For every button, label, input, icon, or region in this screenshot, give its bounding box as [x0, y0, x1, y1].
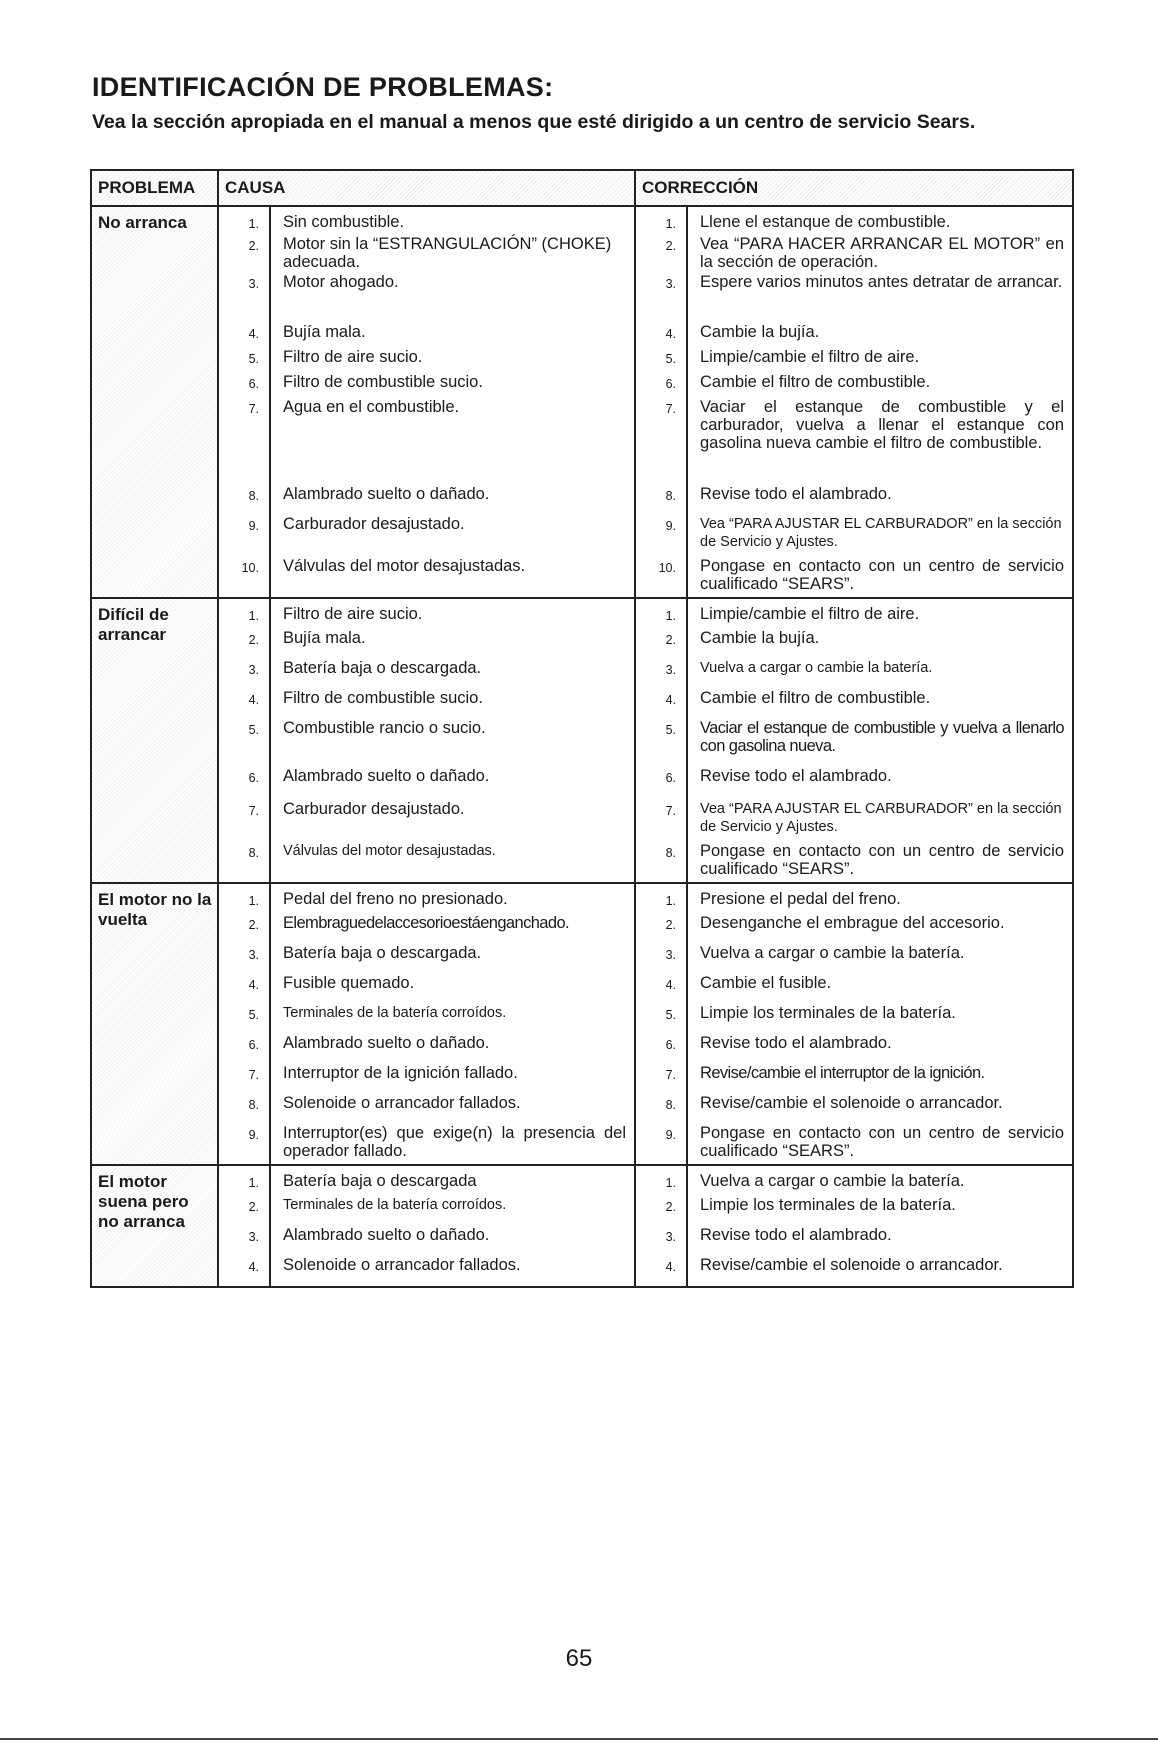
- item-text: Combustible rancio o sucio.: [283, 719, 486, 737]
- item-text: Agua en el combustible.: [283, 398, 460, 416]
- correction-list: [635, 1165, 1073, 1287]
- header-problem: PROBLEMA: [91, 170, 218, 206]
- list-item: [636, 944, 1072, 974]
- item-number: 9.: [248, 1128, 259, 1142]
- item-text: Cambie la bujía.: [700, 629, 820, 647]
- item-number: 6.: [248, 377, 259, 391]
- list-item: [219, 207, 634, 235]
- item-number: 4.: [248, 693, 259, 707]
- list-item: [636, 767, 1072, 800]
- list-item: [636, 1166, 1072, 1196]
- item-text: Filtro de combustible sucio.: [283, 373, 483, 391]
- list-item: [219, 557, 634, 597]
- list-item: [219, 515, 634, 557]
- item-text: Vea “PARA AJUSTAR EL CARBURADOR” en la sección de Servicio y Ajustes.: [700, 516, 1062, 550]
- item-number: 4.: [665, 1260, 676, 1274]
- list-item: [219, 323, 634, 348]
- item-number: 3.: [665, 948, 676, 962]
- list-item: [636, 373, 1072, 398]
- item-text: Válvulas del motor desajustadas.: [283, 843, 496, 859]
- item-number: 2.: [248, 1200, 259, 1214]
- list-item: [636, 884, 1072, 914]
- item-text: Presione el pedal del freno.: [700, 890, 901, 908]
- problem-label: Difícil de arrancar: [91, 598, 218, 883]
- item-number: 3.: [248, 663, 259, 677]
- list-item: [219, 767, 634, 800]
- item-text: Pongase en contacto con un centro de servicio cualificado “SEARS”.: [700, 1124, 1064, 1160]
- item-text: Motor ahogado.: [283, 273, 399, 291]
- item-text: Terminales de la batería corroídos.: [283, 1005, 507, 1021]
- list-item: [219, 689, 634, 719]
- item-text: Vaciar el estanque de combustible y vuelva a llenarlo con gasolina nueva.: [700, 719, 1064, 755]
- list-item: [636, 348, 1072, 373]
- item-number: 4.: [665, 693, 676, 707]
- item-number: 9.: [665, 1128, 676, 1142]
- item-text: Vuelva a cargar o cambie la batería.: [700, 660, 933, 676]
- item-number: 3.: [248, 277, 259, 291]
- item-text: Solenoide o arrancador fallados.: [283, 1256, 521, 1274]
- list-item: [636, 207, 1072, 235]
- item-number: 4.: [665, 978, 676, 992]
- item-number: 2.: [248, 239, 259, 253]
- problem-label: No arranca: [91, 206, 218, 598]
- table-row: [91, 1165, 1073, 1287]
- item-number: 2.: [665, 1200, 676, 1214]
- bottom-rule: [0, 1738, 1158, 1740]
- item-text: Pedal del freno no presionado.: [283, 890, 508, 908]
- item-text: Desenganche el embrague del accesorio.: [700, 914, 1005, 932]
- item-number: 8.: [665, 846, 676, 860]
- list-item: [219, 599, 634, 629]
- item-text: Batería baja o descargada.: [283, 659, 482, 677]
- list-item: [219, 1196, 634, 1226]
- list-item: [219, 235, 634, 273]
- item-text: Vuelva a cargar o cambie la batería.: [700, 1172, 965, 1190]
- item-number: 5.: [665, 723, 676, 737]
- item-number: 8.: [248, 1098, 259, 1112]
- correction-list: [635, 206, 1073, 598]
- table-row: [91, 206, 1073, 598]
- item-text: Limpie/cambie el filtro de aire.: [700, 348, 920, 366]
- list-item: [219, 1166, 634, 1196]
- item-number: 1.: [665, 1176, 676, 1190]
- item-number: 1.: [248, 609, 259, 623]
- list-item: [636, 1034, 1072, 1064]
- item-text: Motor sin la “ESTRANGULACIÓN” (CHOKE) adecuada.: [283, 235, 612, 271]
- item-number: 2.: [665, 239, 676, 253]
- item-text: Carburador desajustado.: [283, 515, 465, 533]
- item-text: Limpie/cambie el filtro de aire.: [700, 605, 920, 623]
- list-item: [636, 800, 1072, 842]
- item-text: Elembraguedelaccesorioestáenganchado.: [283, 914, 570, 932]
- item-text: Alambrado suelto o dañado.: [283, 485, 490, 503]
- item-number: 5.: [665, 352, 676, 366]
- item-text: Vea “PARA AJUSTAR EL CARBURADOR” en la sección de Servicio y Ajustes.: [700, 801, 1062, 835]
- list-item: [219, 398, 634, 485]
- item-number: 6.: [248, 1038, 259, 1052]
- item-text: Bujía mala.: [283, 323, 366, 341]
- list-item: [636, 629, 1072, 659]
- item-number: 1.: [665, 609, 676, 623]
- list-item: [636, 485, 1072, 515]
- list-item: [636, 689, 1072, 719]
- item-number: 2.: [665, 633, 676, 647]
- item-text: Cambie el filtro de combustible.: [700, 689, 931, 707]
- list-item: [219, 1034, 634, 1064]
- item-number: 1.: [665, 894, 676, 908]
- item-number: 4.: [248, 978, 259, 992]
- list-item: [219, 974, 634, 1004]
- item-text: Válvulas del motor desajustadas.: [283, 557, 526, 575]
- item-text: Alambrado suelto o dañado.: [283, 767, 490, 785]
- list-item: [636, 1226, 1072, 1256]
- list-item: [219, 1094, 634, 1124]
- list-item: [636, 1094, 1072, 1124]
- list-item: [219, 1004, 634, 1034]
- list-item: [219, 1124, 634, 1164]
- list-item: [636, 323, 1072, 348]
- troubleshooting-table: [90, 169, 1074, 1288]
- item-number: 6.: [665, 1038, 676, 1052]
- list-item: [219, 373, 634, 398]
- item-number: 1.: [665, 217, 676, 231]
- list-item: [219, 842, 634, 882]
- item-text: Llene el estanque de combustible.: [700, 213, 951, 231]
- item-text: Terminales de la batería corroídos.: [283, 1197, 507, 1213]
- item-number: 8.: [665, 489, 676, 503]
- list-item: [636, 1124, 1072, 1164]
- list-item: [636, 914, 1072, 944]
- list-item: [219, 348, 634, 373]
- list-item: [219, 629, 634, 659]
- item-text: Revise/cambie el solenoide o arrancador.: [700, 1094, 1003, 1112]
- list-item: [219, 719, 634, 767]
- item-text: Batería baja o descargada: [283, 1172, 477, 1190]
- item-text: Limpie los terminales de la batería.: [700, 1196, 956, 1214]
- list-item: [219, 1256, 634, 1286]
- item-text: Batería baja o descargada.: [283, 944, 482, 962]
- item-number: 6.: [665, 377, 676, 391]
- item-number: 8.: [248, 846, 259, 860]
- item-text: Pongase en contacto con un centro de servicio cualificado “SEARS”.: [700, 842, 1064, 878]
- page-subtitle: Vea la sección apropiada en el manual a menos que esté dirigido a un centro de servicio Sears.: [92, 111, 976, 133]
- item-number: 5.: [248, 723, 259, 737]
- item-text: Revise todo el alambrado.: [700, 485, 892, 503]
- item-number: 7.: [248, 402, 259, 416]
- table-row: [91, 883, 1073, 1165]
- item-text: Cambie el filtro de combustible.: [700, 373, 931, 391]
- table-row: [91, 598, 1073, 883]
- item-text: Filtro de aire sucio.: [283, 348, 423, 366]
- page-title: IDENTIFICACIÓN DE PROBLEMAS:: [92, 72, 554, 102]
- item-number: 7.: [248, 1068, 259, 1082]
- list-item: [219, 914, 634, 944]
- item-number: 2.: [665, 918, 676, 932]
- item-number: 5.: [248, 352, 259, 366]
- item-text: Alambrado suelto o dañado.: [283, 1034, 490, 1052]
- list-item: [636, 599, 1072, 629]
- list-item: [219, 1226, 634, 1256]
- list-item: [636, 398, 1072, 485]
- cause-list: [218, 1165, 635, 1287]
- list-item: [219, 1064, 634, 1094]
- item-number: 7.: [248, 804, 259, 818]
- list-item: [219, 800, 634, 842]
- list-item: [636, 974, 1072, 1004]
- item-text: Carburador desajustado.: [283, 800, 465, 818]
- item-number: 4.: [248, 327, 259, 341]
- list-item: [636, 659, 1072, 689]
- page-number: 65: [565, 1645, 593, 1672]
- list-item: [636, 1064, 1072, 1094]
- item-number: 10.: [658, 561, 676, 575]
- item-text: Revise todo el alambrado.: [700, 1226, 892, 1244]
- item-number: 7.: [665, 1068, 676, 1082]
- item-text: Filtro de combustible sucio.: [283, 689, 483, 707]
- item-number: 9.: [248, 519, 259, 533]
- cause-list: [218, 883, 635, 1165]
- problem-label: El motor no la vuelta: [91, 883, 218, 1165]
- item-text: Pongase en contacto con un centro de servicio cualificado “SEARS”.: [700, 557, 1064, 593]
- header-cause: CAUSA: [218, 170, 635, 206]
- item-number: 6.: [665, 771, 676, 785]
- item-text: Revise/cambie el interruptor de la ignición.: [700, 1064, 985, 1082]
- item-number: 3.: [248, 1230, 259, 1244]
- item-text: Sin combustible.: [283, 213, 405, 231]
- list-item: [219, 485, 634, 515]
- item-number: 1.: [248, 1176, 259, 1190]
- item-number: 4.: [248, 1260, 259, 1274]
- list-item: [219, 884, 634, 914]
- item-text: Vaciar el estanque de combustible y el carburador, vuelva a llenar el estanque con gasolina nueva cambie el filtro de combustible.: [700, 398, 1064, 452]
- problem-label: El motor suena pero no arranca: [91, 1165, 218, 1287]
- header-correction: CORRECCIÓN: [635, 170, 1073, 206]
- item-text: Limpie los terminales de la batería.: [700, 1004, 956, 1022]
- item-number: 5.: [248, 1008, 259, 1022]
- item-text: Bujía mala.: [283, 629, 366, 647]
- item-text: Vea “PARA HACER ARRANCAR EL MOTOR” en la sección de operación.: [700, 235, 1064, 271]
- item-text: Cambie el fusible.: [700, 974, 832, 992]
- item-text: Revise/cambie el solenoide o arrancador.: [700, 1256, 1003, 1274]
- list-item: [219, 944, 634, 974]
- item-text: Revise todo el alambrado.: [700, 767, 892, 785]
- item-text: Solenoide o arrancador fallados.: [283, 1094, 521, 1112]
- item-number: 8.: [665, 1098, 676, 1112]
- item-number: 10.: [241, 561, 259, 575]
- list-item: [636, 557, 1072, 597]
- item-text: Revise todo el alambrado.: [700, 1034, 892, 1052]
- item-number: 4.: [665, 327, 676, 341]
- cause-list: [218, 206, 635, 598]
- item-number: 3.: [665, 277, 676, 291]
- item-text: Interruptor(es) que exige(n) la presencia del operador fallado.: [283, 1124, 626, 1160]
- item-text: Fusible quemado.: [283, 974, 415, 992]
- item-number: 3.: [665, 663, 676, 677]
- item-text: Interruptor de la ignición fallado.: [283, 1064, 518, 1082]
- item-number: 2.: [248, 633, 259, 647]
- item-number: 2.: [248, 918, 259, 932]
- list-item: [636, 719, 1072, 767]
- item-number: 1.: [248, 217, 259, 231]
- list-item: [636, 515, 1072, 557]
- table-header-row: [91, 170, 1073, 206]
- item-number: 9.: [665, 519, 676, 533]
- correction-list: [635, 883, 1073, 1165]
- list-item: [219, 273, 634, 323]
- list-item: [636, 1196, 1072, 1226]
- item-number: 8.: [248, 489, 259, 503]
- list-item: [219, 659, 634, 689]
- item-text: Filtro de aire sucio.: [283, 605, 423, 623]
- item-number: 5.: [665, 1008, 676, 1022]
- list-item: [636, 273, 1072, 323]
- item-number: 7.: [665, 402, 676, 416]
- item-text: Cambie la bujía.: [700, 323, 820, 341]
- list-item: [636, 1004, 1072, 1034]
- item-number: 6.: [248, 771, 259, 785]
- item-number: 3.: [248, 948, 259, 962]
- cause-list: [218, 598, 635, 883]
- list-item: [636, 235, 1072, 273]
- list-item: [636, 1256, 1072, 1286]
- correction-list: [635, 598, 1073, 883]
- item-number: 7.: [665, 804, 676, 818]
- item-text: Vuelva a cargar o cambie la batería.: [700, 944, 965, 962]
- item-number: 1.: [248, 894, 259, 908]
- item-text: Espere varios minutos antes detratar de arrancar.: [700, 273, 1063, 291]
- item-text: Alambrado suelto o dañado.: [283, 1226, 490, 1244]
- list-item: [636, 842, 1072, 882]
- item-number: 3.: [665, 1230, 676, 1244]
